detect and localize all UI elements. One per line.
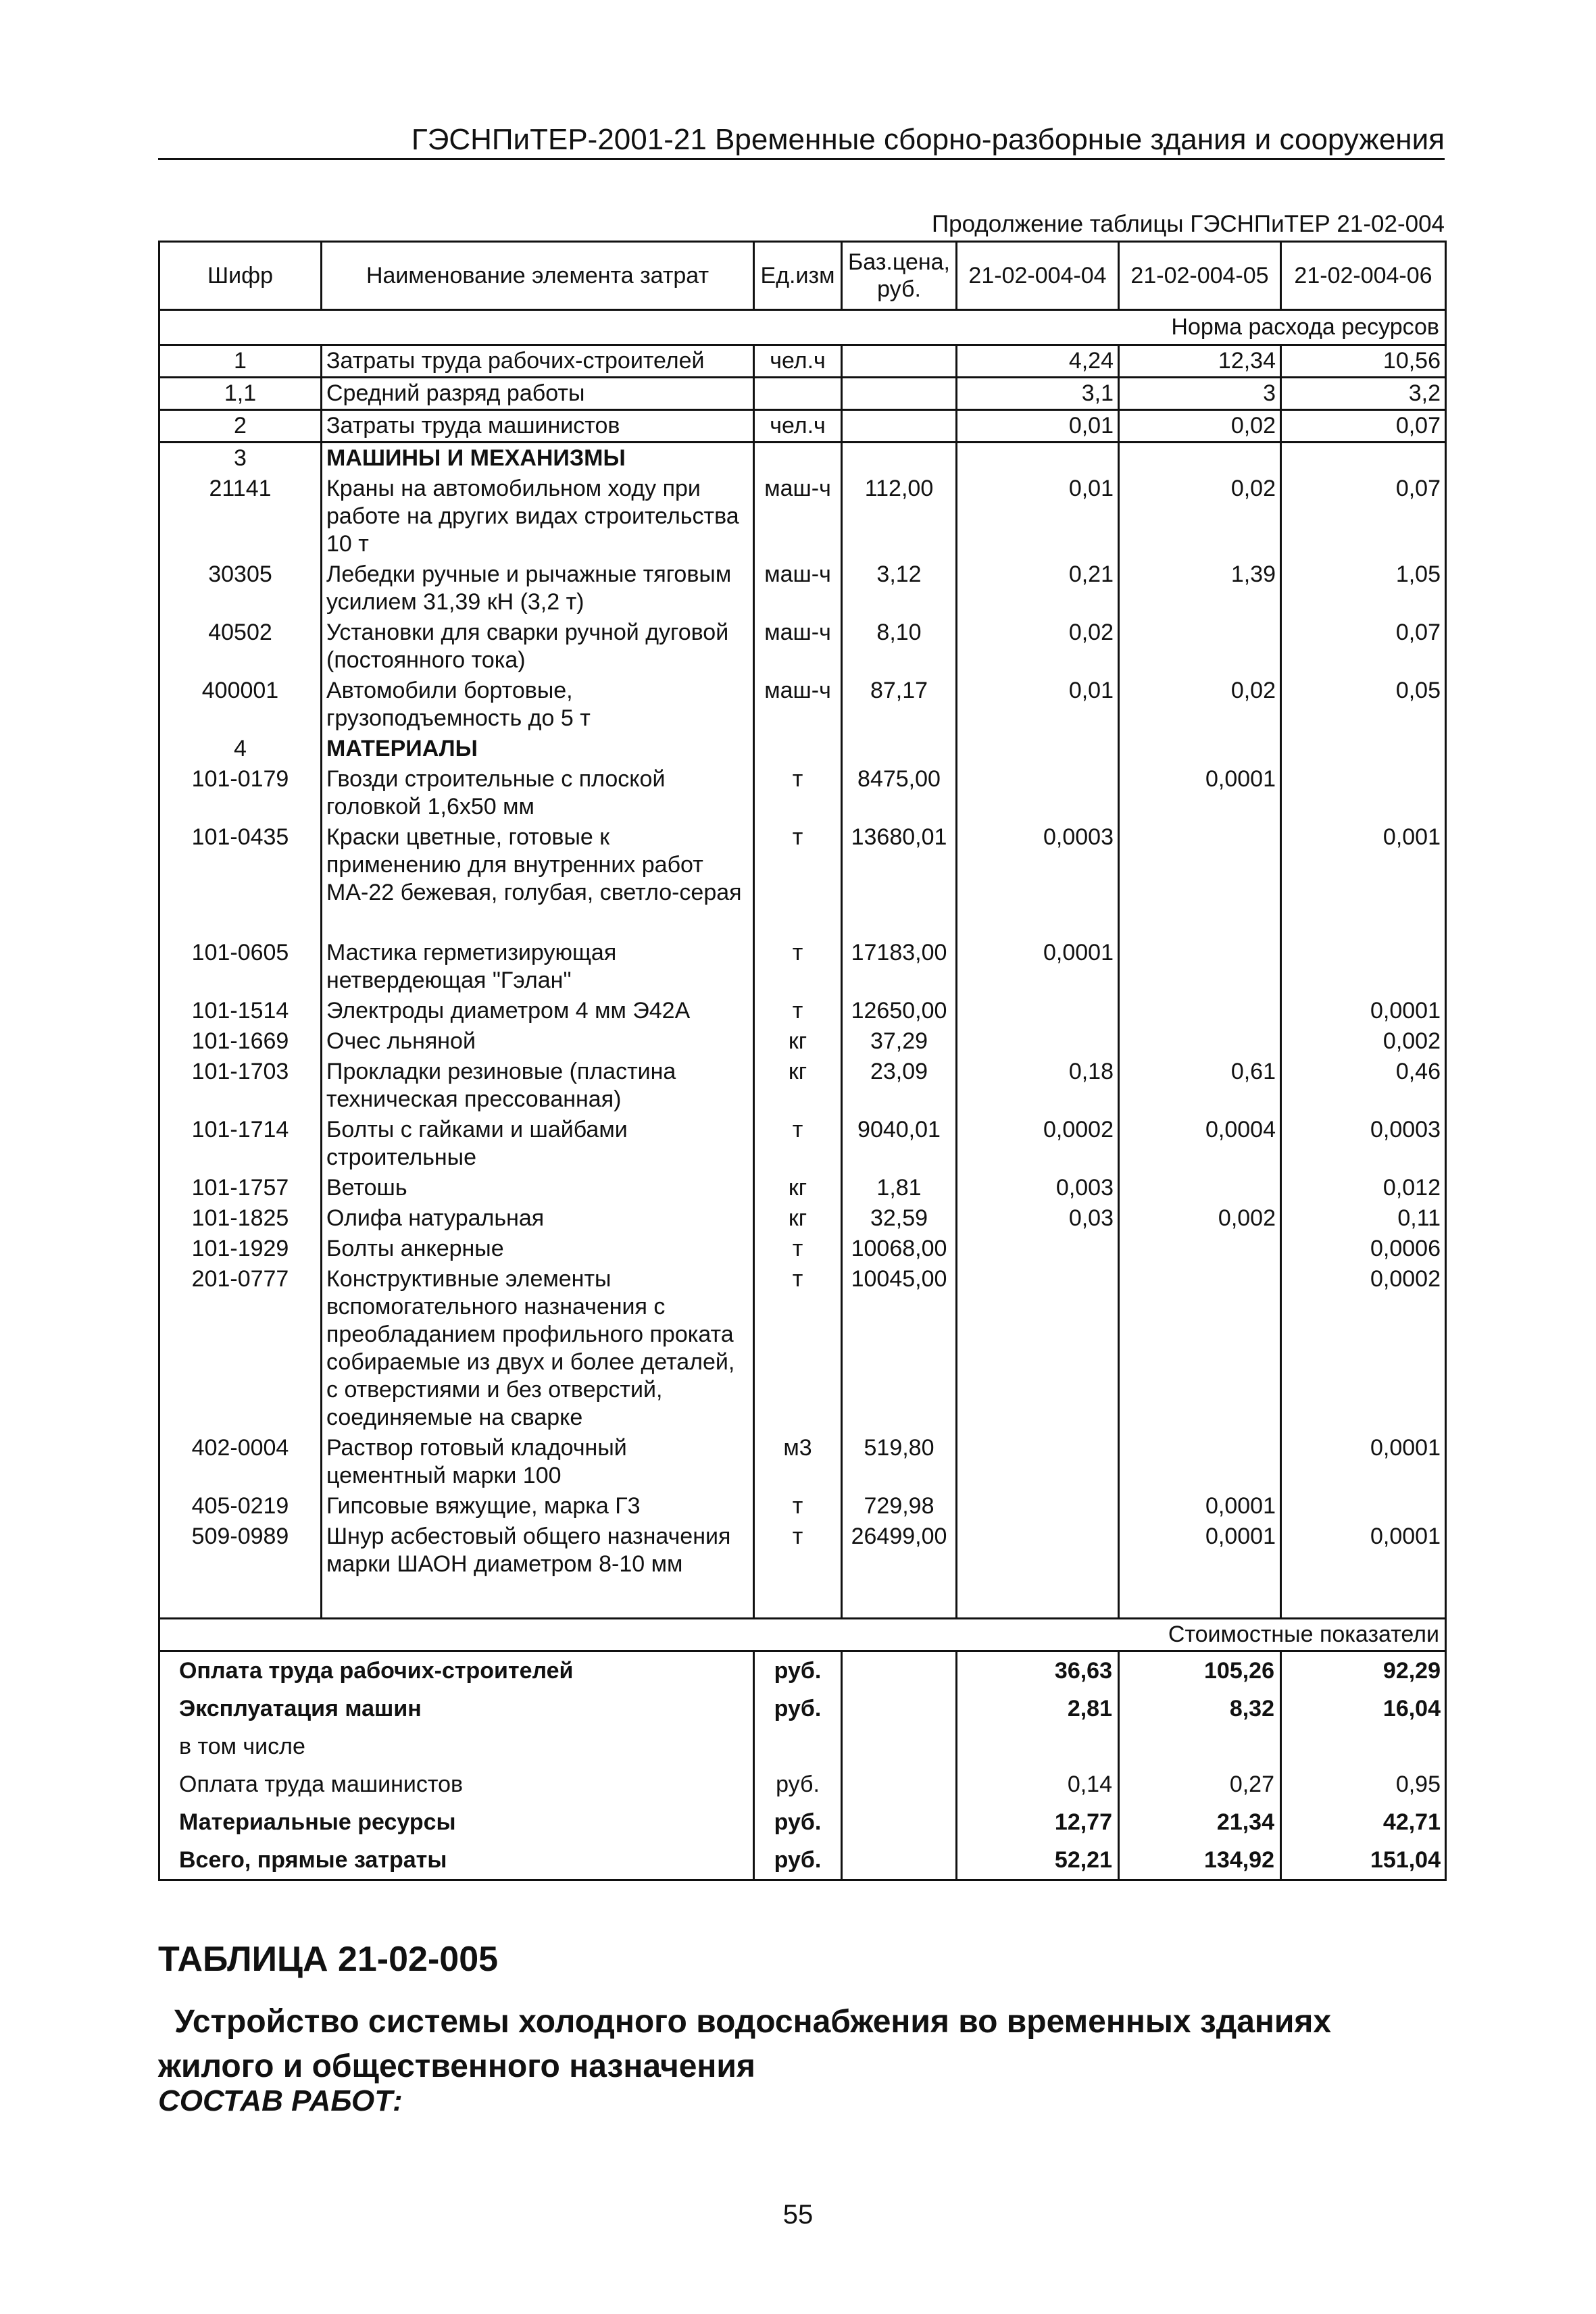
cost-label: Эксплуатация машин [179,1695,422,1721]
row-value-col2 [1119,996,1281,1026]
row-value-col1 [957,1491,1119,1521]
row-price: 26499,00 [842,1521,957,1580]
row-value-col1 [957,443,1119,474]
row-unit: т [754,938,842,996]
row-unit [754,734,842,764]
cost-value-col2: 105,26 [1119,1651,1281,1690]
row-value-col3: 0,0003 [1370,1117,1441,1142]
row-price: 1,81 [842,1173,957,1203]
cost-row [159,1765,1446,1803]
column-header-unit: Ед.изм [754,242,842,310]
cost-unit: руб. [754,1690,842,1728]
row-code: 509-0989 [191,1524,289,1549]
spacer-row [159,1580,1446,1619]
row-code: 40502 [208,620,272,645]
row-value-col3: 0,46 [1395,1059,1441,1084]
row-price [842,345,957,378]
row-price: 37,29 [842,1026,957,1057]
row-unit: кг [754,1203,842,1234]
row-value-col1: 0,0002 [957,1115,1119,1173]
row-value-col3: 0,07 [1395,620,1441,645]
row-value-col1 [957,734,1119,764]
row-value-col2: 0,02 [1119,410,1281,443]
cost-row [159,1690,1446,1728]
norm-band-row [159,310,1446,345]
table-row [159,345,1446,378]
cost-band-label: Стоимостные показатели [159,1619,1446,1651]
row-name: Мастика герметизирующая нетвердеющая "Гэлан" [322,938,754,996]
row-price: 12650,00 [842,996,957,1026]
cost-unit: руб. [754,1841,842,1880]
row-price: 17183,00 [842,938,957,996]
spacer-cell [1119,908,1281,938]
row-value-col1: 0,0003 [957,822,1119,908]
row-name: Раствор готовый кладочный цементный марки 100 [322,1433,754,1491]
row-code: 21141 [209,476,272,501]
table-row [159,474,1446,559]
cost-unit: руб. [754,1651,842,1690]
row-value-col3 [1281,938,1446,996]
spacer-cell [159,908,322,938]
row-value-col1: 0,01 [957,410,1119,443]
row-value-col3: 0,07 [1281,410,1446,443]
cost-value-col1: 52,21 [957,1841,1119,1880]
row-value-col2: 0,61 [1119,1057,1281,1115]
table-row [159,734,1446,764]
table-row [159,1026,1446,1057]
row-name: Конструктивные элементы вспомогательного назначения с преобладанием профильного проката собираемые из двух и более деталей, с отверстиями и без отверстий, соединяемые на сварке [322,1264,754,1433]
row-unit: т [754,1521,842,1580]
table-row [159,1234,1446,1264]
cost-row [159,1841,1446,1880]
cost-label: в том числе [179,1733,305,1759]
row-price: 32,59 [842,1203,957,1234]
table-row [159,559,1446,618]
cost-value-col3: 0,95 [1395,1771,1441,1797]
row-value-col1 [957,1234,1119,1264]
cost-unit: руб. [754,1803,842,1841]
row-price: 8475,00 [842,764,957,822]
spacer-cell [322,908,754,938]
table-row [159,822,1446,908]
row-unit: м3 [754,1433,842,1491]
cost-label: Всего, прямые затраты [179,1846,447,1873]
cost-value-col1: 0,14 [957,1765,1119,1803]
row-value-col1 [957,1026,1119,1057]
cost-section [159,1619,1446,1880]
row-unit: т [754,1234,842,1264]
table-row [159,378,1446,410]
row-value-col1: 0,03 [957,1203,1119,1234]
row-value-col2 [1119,938,1281,996]
norm-band-label: Норма расхода ресурсов [159,310,1446,345]
row-name: Установки для сварки ручной дуговой (постоянного тока) [322,618,754,676]
spacer-cell [1281,1580,1446,1619]
row-code: 1,1 [159,378,322,410]
column-header-price: Баз.цена, руб. [842,242,957,310]
row-value-col3: 0,07 [1395,476,1441,501]
cost-value-col3: 151,04 [1370,1846,1441,1873]
row-value-col3 [1281,443,1446,474]
row-code: 101-1669 [191,1028,289,1054]
row-value-col3: 10,56 [1281,345,1446,378]
row-value-col2 [1119,1026,1281,1057]
row-name: Автомобили бортовые, грузоподъемность до 5 т [322,676,754,734]
row-price: 13680,01 [842,822,957,908]
cost-label: Оплата труда машинистов [179,1771,464,1797]
row-value-col2 [1119,734,1281,764]
cost-value-col3: 92,29 [1382,1657,1441,1684]
cost-band-row [159,1619,1446,1651]
table-row [159,1203,1446,1234]
row-value-col3: 0,0001 [1370,1435,1441,1461]
row-value-col2 [1119,1433,1281,1491]
row-value-col3: 0,0001 [1370,1524,1441,1549]
cost-value-col3: 16,04 [1382,1695,1441,1721]
work-composition-heading: СОСТАВ РАБОТ: [158,2084,403,2117]
row-unit: чел.ч [754,345,842,378]
row-value-col2 [1119,1234,1281,1264]
row-unit: т [754,1491,842,1521]
row-unit [754,443,842,474]
spacer-cell [159,1580,322,1619]
row-unit: т [754,822,842,908]
cost-price-blank [842,1803,957,1841]
spacer-cell [322,1580,754,1619]
table-row [159,764,1446,822]
row-name: Олифа натуральная [322,1203,754,1234]
row-unit: чел.ч [754,410,842,443]
row-value-col2: 0,02 [1119,474,1281,559]
row-name: Средний разряд работы [322,378,754,410]
table-row [159,996,1446,1026]
row-name: Затраты труда машинистов [322,410,754,443]
row-name: Гвозди строительные с плоской головкой 1,6х50 мм [322,764,754,822]
cost-label: Материальные ресурсы [179,1809,456,1835]
spacer-cell [754,1580,842,1619]
row-unit: кг [754,1173,842,1203]
row-name: МАШИНЫ И МЕХАНИЗМЫ [322,443,754,474]
row-value-col3: 1,05 [1395,561,1441,587]
row-value-col3 [1281,764,1446,822]
row-unit: т [754,1264,842,1433]
table-body [159,310,1446,1619]
row-value-col2: 0,0001 [1119,764,1281,822]
row-value-col3 [1281,734,1446,764]
row-value-col1: 0,18 [957,1057,1119,1115]
column-header-col3: 21-02-004-06 [1281,242,1446,310]
row-price: 519,80 [842,1433,957,1491]
table-row [159,1264,1446,1433]
row-code: 4 [234,736,247,761]
row-name: Болты анкерные [322,1234,754,1264]
row-value-col3: 0,0006 [1370,1236,1441,1261]
row-code: 101-0179 [191,766,289,792]
row-code: 101-0605 [191,940,289,965]
row-unit: т [754,764,842,822]
spacer-cell [754,908,842,938]
spacer-cell [842,908,957,938]
cost-label: Оплата труда рабочих-строителей [179,1657,574,1684]
cost-price-blank [842,1690,957,1728]
table-header-row [159,242,1446,310]
row-price [842,734,957,764]
row-name: Краски цветные, готовые к применению для внутренних работ МА-22 бежевая, голубая, светло-серая [322,822,754,908]
cost-unit: руб. [754,1765,842,1803]
cost-value-col2 [1119,1728,1281,1765]
row-value-col2: 0,0004 [1119,1115,1281,1173]
table-row [159,676,1446,734]
next-table-subtitle-line2: жилого и общественного назначения [158,2048,755,2084]
row-value-col2: 0,0001 [1119,1521,1281,1580]
next-table-subtitle [158,2000,1445,2089]
row-value-col2 [1119,618,1281,676]
row-name: Гипсовые вяжущие, марка Г3 [322,1491,754,1521]
row-value-col1 [957,1264,1119,1433]
spacer-cell [842,1580,957,1619]
table-row [159,443,1446,474]
spacer-cell [1119,1580,1281,1619]
row-name: МАТЕРИАЛЫ [322,734,754,764]
resource-norms-table [158,241,1447,1881]
row-value-col3: 0,012 [1382,1175,1441,1201]
table-row [159,1521,1446,1580]
table-row [159,1173,1446,1203]
spacer-row [159,908,1446,938]
row-value-col2: 0,0001 [1119,1491,1281,1521]
page-header: ГЭСНПиТЕР-2001-21 Временные сборно-разборные здания и сооружения [158,123,1445,160]
table-row [159,1491,1446,1521]
row-value-col1: 0,0001 [957,938,1119,996]
table-row [159,410,1446,443]
row-code: 101-1714 [191,1117,289,1142]
row-name: Электроды диаметром 4 мм Э42А [322,996,754,1026]
row-price: 112,00 [842,474,957,559]
row-price: 8,10 [842,618,957,676]
row-value-col1: 0,21 [957,559,1119,618]
row-value-col1 [957,764,1119,822]
cost-price-blank [842,1651,957,1690]
row-value-col2 [1119,822,1281,908]
row-price [842,410,957,443]
row-value-col1: 0,02 [957,618,1119,676]
row-code: 101-0435 [191,824,289,850]
row-code: 400001 [201,678,279,703]
row-value-col2: 1,39 [1119,559,1281,618]
row-code: 101-1929 [191,1236,289,1261]
table-continuation-label: Продолжение таблицы ГЭСНПиТЕР 21-02-004 [931,211,1445,237]
row-price: 23,09 [842,1057,957,1115]
table-row [159,1433,1446,1491]
spacer-cell [957,1580,1119,1619]
row-value-col3: 0,0002 [1370,1266,1441,1292]
row-unit: т [754,996,842,1026]
row-price: 9040,01 [842,1115,957,1173]
next-table-subtitle-line1: Устройство системы холодного водоснабжения во временных зданиях [174,2004,1332,2040]
spacer-cell [1281,908,1446,938]
spacer-cell [957,908,1119,938]
row-price: 729,98 [842,1491,957,1521]
row-value-col3: 0,0001 [1370,998,1441,1024]
row-name: Болты с гайками и шайбами строительные [322,1115,754,1173]
row-value-col1: 0,01 [957,676,1119,734]
row-price: 3,12 [842,559,957,618]
row-code: 101-1757 [191,1175,289,1201]
row-price [842,443,957,474]
row-unit: т [754,1115,842,1173]
row-value-col1: 3,1 [957,378,1119,410]
row-name: Лебедки ручные и рычажные тяговым усилием 31,39 кН (3,2 т) [322,559,754,618]
row-price [842,378,957,410]
cost-value-col2: 8,32 [1119,1690,1281,1728]
cost-value-col1: 2,81 [957,1690,1119,1728]
row-value-col1: 4,24 [957,345,1119,378]
row-code: 101-1514 [191,998,289,1024]
table-row [159,618,1446,676]
row-value-col3: 0,002 [1382,1028,1441,1054]
cost-price-blank [842,1728,957,1765]
row-value-col1: 0,01 [957,474,1119,559]
row-unit: маш-ч [754,618,842,676]
cost-value-col3: 42,71 [1382,1809,1441,1835]
row-name: Ветошь [322,1173,754,1203]
cost-price-blank [842,1765,957,1803]
cost-row [159,1651,1446,1690]
column-header-col1: 21-02-004-04 [957,242,1119,310]
row-value-col3: 0,05 [1395,678,1441,703]
column-header-name: Наименование элемента затрат [322,242,754,310]
next-table-title: ТАБЛИЦА 21-02-005 [158,1940,499,1979]
row-code: 405-0219 [191,1493,289,1519]
cost-unit [754,1728,842,1765]
row-unit: маш-ч [754,559,842,618]
table-row [159,1115,1446,1173]
row-code: 1 [159,345,322,378]
row-code: 101-1825 [191,1205,289,1231]
cost-price-blank [842,1841,957,1880]
row-value-col3 [1281,1491,1446,1521]
column-header-code: Шифр [159,242,322,310]
row-price: 87,17 [842,676,957,734]
row-unit: маш-ч [754,474,842,559]
row-value-col1 [957,996,1119,1026]
row-value-col3: 3,2 [1281,378,1446,410]
row-name: Краны на автомобильном ходу при работе на других видах строительства 10 т [322,474,754,559]
row-value-col1 [957,1521,1119,1580]
row-code: 30305 [208,561,272,587]
row-unit: кг [754,1026,842,1057]
row-unit [754,378,842,410]
row-code: 2 [159,410,322,443]
cost-value-col1: 12,77 [957,1803,1119,1841]
row-code: 201-0777 [191,1266,289,1292]
row-code: 3 [234,445,247,471]
cost-row [159,1803,1446,1841]
cost-value-col1: 36,63 [957,1651,1119,1690]
page-number: 55 [782,2200,814,2230]
row-value-col2: 12,34 [1119,345,1281,378]
cost-row [159,1728,1446,1765]
column-header-col2: 21-02-004-05 [1119,242,1281,310]
row-value-col2 [1119,1173,1281,1203]
row-value-col1: 0,003 [957,1173,1119,1203]
row-value-col2 [1119,443,1281,474]
cost-value-col2: 21,34 [1119,1803,1281,1841]
row-value-col2: 0,002 [1119,1203,1281,1234]
row-name: Прокладки резиновые (пластина техническая прессованная) [322,1057,754,1115]
cost-value-col1 [957,1728,1119,1765]
row-unit: маш-ч [754,676,842,734]
row-value-col3: 0,11 [1397,1205,1441,1231]
row-price: 10068,00 [842,1234,957,1264]
row-value-col1 [957,1433,1119,1491]
cost-value-col2: 134,92 [1119,1841,1281,1880]
cost-value-col3 [1281,1728,1446,1765]
row-name: Затраты труда рабочих-строителей [322,345,754,378]
row-code: 402-0004 [191,1435,289,1461]
row-value-col2: 0,02 [1119,676,1281,734]
cost-value-col2: 0,27 [1119,1765,1281,1803]
row-value-col2: 3 [1119,378,1281,410]
row-value-col3: 0,001 [1382,824,1441,850]
row-name: Шнур асбестовый общего назначения марки ШАОН диаметром 8-10 мм [322,1521,754,1580]
table-row [159,1057,1446,1115]
row-unit: кг [754,1057,842,1115]
row-code: 101-1703 [191,1059,289,1084]
row-price: 10045,00 [842,1264,957,1433]
row-name: Очес льняной [322,1026,754,1057]
table-row [159,938,1446,996]
row-value-col2 [1119,1264,1281,1433]
